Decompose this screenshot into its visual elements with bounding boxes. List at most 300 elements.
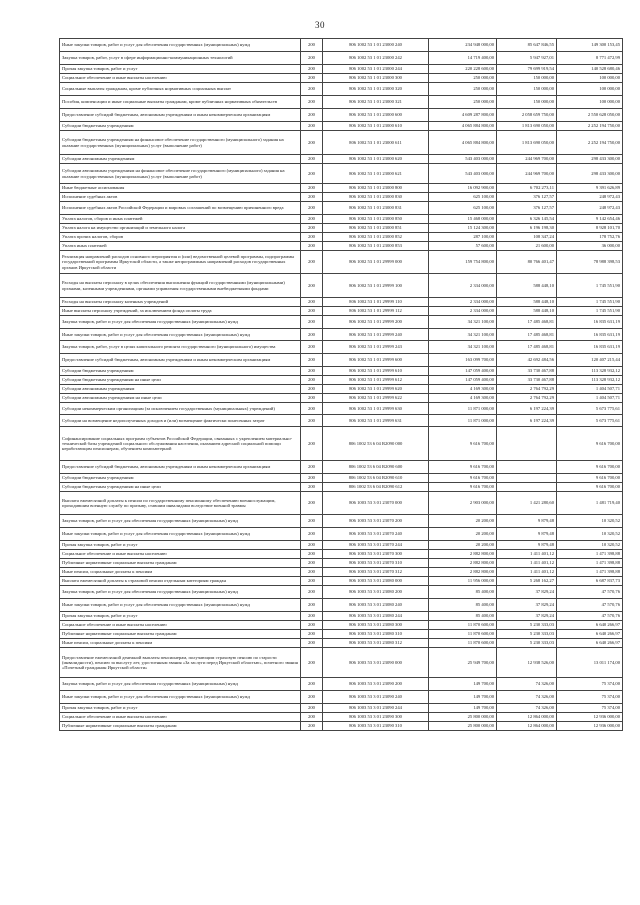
- row-code-cell: 806 1003 53 3 01 23090 244: [323, 704, 429, 713]
- row-code-cell: 806 1002 53 1 01 29999 631: [323, 415, 429, 427]
- row-approved-cell: 9 616 700,00: [429, 483, 497, 492]
- row-name-cell: Публичные нормативные социальные выплаты гражданам: [60, 630, 301, 639]
- row-remain-cell: 5 673 775,61: [557, 415, 623, 427]
- table-row: [60, 586, 623, 599]
- row-remain-cell: 12 936 000,00: [557, 722, 623, 731]
- row-approved-cell: 20 200,00: [429, 541, 497, 550]
- table-row: [60, 559, 623, 568]
- row-approved-cell: 9 616 700,00: [429, 474, 497, 483]
- row-gr-cell: 200: [301, 96, 323, 109]
- row-executed-cell: 6 702 273,11: [497, 184, 557, 193]
- row-remain-cell: 9 142 654,46: [557, 215, 623, 224]
- row-code-cell: 806 1003 53 3 01 23070 000: [323, 492, 429, 515]
- table-row: [60, 65, 623, 74]
- row-approved-cell: 287 100,00: [429, 233, 497, 242]
- row-name-cell: Прочая закупка товаров, работ и услуг: [60, 65, 301, 74]
- table-row: [60, 415, 623, 427]
- row-name-cell: Прочая закупка товаров, работ и услуг: [60, 541, 301, 550]
- row-remain-cell: 113 328 932,12: [557, 376, 623, 385]
- row-gr-cell: 200: [301, 415, 323, 427]
- row-remain-cell: 178 752,76: [557, 233, 623, 242]
- row-name-cell: Публичные нормативные социальные выплаты гражданам: [60, 559, 301, 568]
- row-approved-cell: 11 871 000,00: [429, 403, 497, 415]
- row-name-cell: Субсидии бюджетным учреждениям: [60, 367, 301, 376]
- row-code-cell: 806 1003 53 3 01 23070 244: [323, 541, 429, 550]
- row-gr-cell: 200: [301, 184, 323, 193]
- row-remain-cell: 47 570,76: [557, 586, 623, 599]
- row-gr-cell: 200: [301, 704, 323, 713]
- row-code-cell: 806 1003 53 3 01 23070 240: [323, 528, 429, 541]
- table-row: [60, 713, 623, 722]
- table-row: [60, 122, 623, 131]
- table-row: [60, 541, 623, 550]
- row-remain-cell: 13 011 174,00: [557, 648, 623, 678]
- row-name-cell: Иные закупки товаров, работ и услуг для обеспечения государственных (муниципальных) нужд: [60, 528, 301, 541]
- table-row: [60, 427, 623, 461]
- row-gr-cell: 200: [301, 713, 323, 722]
- row-gr-cell: 200: [301, 427, 323, 461]
- row-remain-cell: 149 300 153,45: [557, 39, 623, 52]
- row-remain-cell: 2 252 194 750,00: [557, 131, 623, 155]
- row-gr-cell: 200: [301, 233, 323, 242]
- row-name-cell: Субсидии бюджетным учреждениям: [60, 122, 301, 131]
- row-approved-cell: 85 400,00: [429, 599, 497, 612]
- row-approved-cell: 11 870 600,00: [429, 630, 497, 639]
- row-remain-cell: 47 570,76: [557, 612, 623, 621]
- table-row: [60, 639, 623, 648]
- row-remain-cell: 248 972,43: [557, 202, 623, 215]
- row-code-cell: 806 1002 53 1 01 23000 852: [323, 233, 429, 242]
- table-row: [60, 251, 623, 274]
- table-row: [60, 376, 623, 385]
- row-gr-cell: 200: [301, 274, 323, 298]
- row-gr-cell: 200: [301, 164, 323, 184]
- row-approved-cell: 2 882 800,00: [429, 568, 497, 577]
- row-name-cell: Выплата ежемесячной доплаты к страховой пенсии отдельным категориям граждан: [60, 577, 301, 586]
- row-name-cell: Расходы на выплаты персоналу в целях обеспечения выполнения функций государственными (муниципальными) органами, казенными учреждениями, органами управления государственными внебюджетными фондами: [60, 274, 301, 298]
- row-gr-cell: 200: [301, 83, 323, 96]
- row-remain-cell: 120 407 215,44: [557, 354, 623, 367]
- table-row: [60, 215, 623, 224]
- row-code-cell: 806 1003 53 3 01 23080 200: [323, 586, 429, 599]
- row-remain-cell: 1 404 507,71: [557, 385, 623, 394]
- row-code-cell: 806 1002 53 1 01 23000 600: [323, 109, 429, 122]
- row-approved-cell: 34 321 100,00: [429, 316, 497, 329]
- row-approved-cell: 4 065 884 800,00: [429, 131, 497, 155]
- row-approved-cell: 147 059 400,00: [429, 376, 497, 385]
- row-executed-cell: 21 600,00: [497, 242, 557, 251]
- row-code-cell: 806 1003 53 3 01 23070 300: [323, 550, 429, 559]
- row-remain-cell: 9 616 700,00: [557, 461, 623, 474]
- row-remain-cell: 6 640 266,97: [557, 639, 623, 648]
- table-row: [60, 577, 623, 586]
- row-name-cell: Закупка товаров, работ, услуг в целях капитального ремонта государственного (муниципального) имущества: [60, 341, 301, 354]
- row-code-cell: 806 1002 53 1 01 23000 244: [323, 65, 429, 74]
- row-executed-cell: [497, 427, 557, 461]
- table-row: [60, 461, 623, 474]
- row-executed-cell: 12 864 000,00: [497, 722, 557, 731]
- row-remain-cell: 248 972,43: [557, 193, 623, 202]
- row-gr-cell: 200: [301, 403, 323, 415]
- row-code-cell: 806 1003 53 3 01 23090 200: [323, 678, 429, 691]
- row-executed-cell: 150 000,00: [497, 74, 557, 83]
- row-approved-cell: 543 403 000,00: [429, 164, 497, 184]
- row-executed-cell: 1 421 280,60: [497, 492, 557, 515]
- row-executed-cell: 6 197 224,39: [497, 403, 557, 415]
- table-row: [60, 131, 623, 155]
- row-code-cell: 806 1002 53 1 01 23000 611: [323, 131, 429, 155]
- row-name-cell: Предоставление ежемесячной денежной выплаты пенсионерам, получающим страховую пенсию по старости (инвалидности), пенсию за выслугу лет, удостоенным звания «За заслуги перед Иркутской областью», почетного звания «Почетный гражданин Иркутской области»: [60, 648, 301, 678]
- row-code-cell: 806 1002 53 1 01 23000 242: [323, 52, 429, 65]
- row-executed-cell: 376 127,57: [497, 202, 557, 215]
- row-executed-cell: 42 692 484,56: [497, 354, 557, 367]
- row-executed-cell: 9 879,48: [497, 528, 557, 541]
- row-name-cell: Иные закупки товаров, работ и услуг для обеспечения государственных (муниципальных) нужд: [60, 691, 301, 704]
- row-gr-cell: 200: [301, 202, 323, 215]
- row-executed-cell: 37 829,24: [497, 586, 557, 599]
- row-approved-cell: 4 609 287 800,00: [429, 109, 497, 122]
- row-name-cell: Исполнение судебных актов: [60, 193, 301, 202]
- row-code-cell: 806 1002 53 1 01 23000 850: [323, 215, 429, 224]
- row-code-cell: 806 1002 53 6 04 R2090 000: [323, 427, 429, 461]
- row-gr-cell: 200: [301, 474, 323, 483]
- table-row: [60, 612, 623, 621]
- row-code-cell: 806 1003 53 3 01 23090 300: [323, 713, 429, 722]
- table-row: [60, 341, 623, 354]
- row-code-cell: 806 1002 53 1 01 23000 610: [323, 122, 429, 131]
- row-gr-cell: 200: [301, 515, 323, 528]
- row-approved-cell: 159 754 800,00: [429, 251, 497, 274]
- row-name-cell: Уплата иных платежей: [60, 242, 301, 251]
- table-row: [60, 202, 623, 215]
- row-gr-cell: 200: [301, 52, 323, 65]
- table-row: [60, 367, 623, 376]
- row-approved-cell: 250 000,00: [429, 96, 497, 109]
- row-approved-cell: 11 870 600,00: [429, 639, 497, 648]
- row-remain-cell: 1 404 507,71: [557, 394, 623, 403]
- row-remain-cell: 100 000,00: [557, 96, 623, 109]
- row-gr-cell: 200: [301, 367, 323, 376]
- row-approved-cell: 9 616 700,00: [429, 427, 497, 461]
- row-approved-cell: 149 700,00: [429, 678, 497, 691]
- row-remain-cell: 6 687 837,73: [557, 577, 623, 586]
- row-approved-cell: 9 616 700,00: [429, 461, 497, 474]
- row-name-cell: Субсидии автономным учреждениям: [60, 155, 301, 164]
- row-name-cell: Закупка товаров, работ и услуг для обеспечения государственных (муниципальных) нужд: [60, 678, 301, 691]
- table-row: [60, 329, 623, 341]
- row-executed-cell: 1 411 401,12: [497, 550, 557, 559]
- row-gr-cell: 200: [301, 541, 323, 550]
- table-row: [60, 242, 623, 251]
- budget-execution-table: [59, 38, 623, 731]
- row-approved-cell: 2 882 800,00: [429, 550, 497, 559]
- row-code-cell: 806 1002 53 1 01 23000 321: [323, 96, 429, 109]
- row-remain-cell: 16 835 631,19: [557, 329, 623, 341]
- row-remain-cell: 75 374,00: [557, 704, 623, 713]
- row-name-cell: Прочая закупка товаров, работ и услуг: [60, 612, 301, 621]
- table-row: [60, 298, 623, 307]
- row-name-cell: Иные бюджетные ассигнования: [60, 184, 301, 193]
- row-approved-cell: 85 400,00: [429, 586, 497, 599]
- row-approved-cell: 2 334 000,00: [429, 274, 497, 298]
- row-executed-cell: 244 969 700,00: [497, 155, 557, 164]
- table-row: [60, 492, 623, 515]
- row-code-cell: 806 1002 53 1 01 23000 853: [323, 242, 429, 251]
- row-executed-cell: 33 730 467,88: [497, 367, 557, 376]
- row-name-cell: Публичные нормативные социальные выплаты гражданам: [60, 722, 301, 731]
- row-approved-cell: 85 400,00: [429, 612, 497, 621]
- row-gr-cell: 200: [301, 39, 323, 52]
- row-remain-cell: 1 745 551,90: [557, 274, 623, 298]
- row-remain-cell: 6 640 266,97: [557, 630, 623, 639]
- row-code-cell: 806 1002 53 1 01 23000 830: [323, 193, 429, 202]
- table-row: [60, 568, 623, 577]
- row-executed-cell: 5 230 333,03: [497, 639, 557, 648]
- row-name-cell: Иные закупки товаров, работ и услуг для обеспечения государственных (муниципальных) нужд: [60, 39, 301, 52]
- row-approved-cell: 20 200,00: [429, 515, 497, 528]
- row-code-cell: 806 1002 53 1 01 23000 620: [323, 155, 429, 164]
- row-gr-cell: 200: [301, 678, 323, 691]
- row-approved-cell: 25 800 000,00: [429, 722, 497, 731]
- row-executed-cell: 37 829,24: [497, 599, 557, 612]
- table-row: [60, 648, 623, 678]
- table-row: [60, 621, 623, 630]
- row-approved-cell: 15 468 000,00: [429, 215, 497, 224]
- row-approved-cell: 20 200,00: [429, 528, 497, 541]
- row-gr-cell: 200: [301, 155, 323, 164]
- table-row: [60, 164, 623, 184]
- row-gr-cell: 200: [301, 586, 323, 599]
- row-executed-cell: 17 485 468,81: [497, 316, 557, 329]
- row-name-cell: Закупка товаров, работ и услуг для обеспечения государственных (муниципальных) нужд: [60, 515, 301, 528]
- table-row: [60, 354, 623, 367]
- row-gr-cell: 200: [301, 224, 323, 233]
- row-remain-cell: 6 640 266,97: [557, 621, 623, 630]
- row-name-cell: Субсидии автономным учреждениям на иные цели: [60, 394, 301, 403]
- row-remain-cell: 9 616 700,00: [557, 474, 623, 483]
- row-code-cell: 806 1002 53 1 01 23000 851: [323, 224, 429, 233]
- row-executed-cell: 17 485 468,81: [497, 329, 557, 341]
- row-code-cell: 806 1002 53 1 01 29999 100: [323, 274, 429, 298]
- row-gr-cell: 200: [301, 559, 323, 568]
- row-executed-cell: [497, 474, 557, 483]
- row-name-cell: Софинансирование социальных программ субъектов Российской Федерации, связанных с укреплением материально-технической базы учреждений социального обслуживания населения, оказанием адресной социальной помощи неработающим пенсионерам, обучением компьютерной: [60, 427, 301, 461]
- row-code-cell: 806 1002 53 1 01 29999 600: [323, 354, 429, 367]
- table-row: [60, 109, 623, 122]
- row-executed-cell: 74 326,00: [497, 678, 557, 691]
- row-gr-cell: 200: [301, 122, 323, 131]
- row-executed-cell: 79 699 919,54: [497, 65, 557, 74]
- row-code-cell: 806 1002 53 1 01 29999 620: [323, 385, 429, 394]
- row-approved-cell: 250 000,00: [429, 74, 497, 83]
- row-code-cell: 806 1002 53 1 01 29999 200: [323, 316, 429, 329]
- row-remain-cell: 1 745 551,90: [557, 307, 623, 316]
- row-gr-cell: 200: [301, 341, 323, 354]
- row-name-cell: Реализация направлений расходов основного мероприятия и (или) ведомственной целевой программы, подпрограммы государственной программы Иркутской области, а также непрограммных направлений расходов государственных органов Иркутской области: [60, 251, 301, 274]
- row-code-cell: 806 1002 53 1 01 23000 320: [323, 83, 429, 96]
- row-approved-cell: 16 092 900,00: [429, 184, 497, 193]
- row-approved-cell: 11 956 000,00: [429, 577, 497, 586]
- row-remain-cell: 140 528 680,46: [557, 65, 623, 74]
- row-approved-cell: 147 059 400,00: [429, 367, 497, 376]
- row-name-cell: Исполнение судебных актов Российской Федерации и мировых соглашений по возмещению причиненного вреда: [60, 202, 301, 215]
- row-executed-cell: 1 411 401,12: [497, 559, 557, 568]
- row-name-cell: Субсидии на возмещение недополученных доходов и (или) возмещение фактически понесенных затрат: [60, 415, 301, 427]
- row-name-cell: Закупка товаров, работ и услуг для обеспечения государственных (муниципальных) нужд: [60, 586, 301, 599]
- row-gr-cell: 200: [301, 612, 323, 621]
- row-approved-cell: 2 903 000,00: [429, 492, 497, 515]
- row-gr-cell: 200: [301, 691, 323, 704]
- row-approved-cell: 4 169 300,00: [429, 394, 497, 403]
- row-approved-cell: 625 100,00: [429, 193, 497, 202]
- row-approved-cell: 4 169 300,00: [429, 385, 497, 394]
- row-name-cell: Пособия, компенсации и иные социальные выплаты гражданам, кроме публичных нормативных обязательств: [60, 96, 301, 109]
- row-executed-cell: [497, 483, 557, 492]
- row-code-cell: 806 1003 53 3 01 23090 240: [323, 691, 429, 704]
- row-approved-cell: 543 403 000,00: [429, 155, 497, 164]
- table-row: [60, 96, 623, 109]
- row-executed-cell: 108 347,24: [497, 233, 557, 242]
- row-executed-cell: 1 411 401,12: [497, 568, 557, 577]
- row-name-cell: Уплата налогов, сборов и иных платежей: [60, 215, 301, 224]
- row-executed-cell: 9 879,48: [497, 541, 557, 550]
- row-approved-cell: 234 948 000,00: [429, 39, 497, 52]
- row-remain-cell: 36 000,00: [557, 242, 623, 251]
- row-approved-cell: 11 870 600,00: [429, 621, 497, 630]
- row-name-cell: Иные пенсии, социальные доплаты к пенсиям: [60, 639, 301, 648]
- row-gr-cell: 200: [301, 528, 323, 541]
- row-approved-cell: 57 600,00: [429, 242, 497, 251]
- row-name-cell: Иные закупки товаров, работ и услуг для обеспечения государственных (муниципальных) нужд: [60, 329, 301, 341]
- row-approved-cell: 11 871 000,00: [429, 415, 497, 427]
- row-executed-cell: 2 058 659 750,00: [497, 109, 557, 122]
- row-remain-cell: 5 673 775,61: [557, 403, 623, 415]
- row-name-cell: Уплата прочих налогов, сборов: [60, 233, 301, 242]
- row-code-cell: 806 1003 53 3 01 23080 300: [323, 621, 429, 630]
- row-name-cell: Субсидии бюджетным учреждениям на иные цели: [60, 376, 301, 385]
- row-name-cell: Социальное обеспечение и иные выплаты населению: [60, 621, 301, 630]
- row-gr-cell: 200: [301, 376, 323, 385]
- row-gr-cell: 200: [301, 74, 323, 83]
- row-executed-cell: 33 730 467,88: [497, 376, 557, 385]
- row-gr-cell: 200: [301, 307, 323, 316]
- row-code-cell: 806 1003 53 3 01 23080 312: [323, 639, 429, 648]
- row-gr-cell: 200: [301, 251, 323, 274]
- row-name-cell: Иные закупки товаров, работ и услуг для обеспечения государственных (муниципальных) нужд: [60, 599, 301, 612]
- table-row: [60, 515, 623, 528]
- row-code-cell: 806 1003 53 3 01 23090 000: [323, 648, 429, 678]
- row-code-cell: 806 1003 53 3 01 23070 200: [323, 515, 429, 528]
- row-code-cell: 806 1002 53 1 01 29999 612: [323, 376, 429, 385]
- row-approved-cell: 149 700,00: [429, 704, 497, 713]
- row-executed-cell: 85 647 846,55: [497, 39, 557, 52]
- row-remain-cell: 10 320,52: [557, 541, 623, 550]
- row-gr-cell: 200: [301, 722, 323, 731]
- table-row: [60, 722, 623, 731]
- row-gr-cell: 200: [301, 298, 323, 307]
- row-executed-cell: 6 326 145,54: [497, 215, 557, 224]
- row-code-cell: 806 1002 53 1 01 29999 622: [323, 394, 429, 403]
- row-code-cell: 806 1003 53 3 01 23080 310: [323, 630, 429, 639]
- row-executed-cell: 376 127,57: [497, 193, 557, 202]
- row-name-cell: Закупка товаров, работ, услуг в сфере информационно-коммуникационных технологий: [60, 52, 301, 65]
- row-remain-cell: 1 745 551,90: [557, 298, 623, 307]
- row-gr-cell: 200: [301, 193, 323, 202]
- row-name-cell: Закупка товаров, работ и услуг для обеспечения государственных (муниципальных) нужд: [60, 316, 301, 329]
- row-remain-cell: 113 328 932,12: [557, 367, 623, 376]
- row-executed-cell: 37 829,24: [497, 612, 557, 621]
- row-remain-cell: 10 320,52: [557, 515, 623, 528]
- row-approved-cell: 149 700,00: [429, 691, 497, 704]
- table-row: [60, 39, 623, 52]
- table-row: [60, 630, 623, 639]
- table-row: [60, 704, 623, 713]
- row-executed-cell: 74 326,00: [497, 704, 557, 713]
- row-executed-cell: 588 448,10: [497, 274, 557, 298]
- row-gr-cell: 200: [301, 109, 323, 122]
- table-row: [60, 691, 623, 704]
- row-code-cell: 806 1002 53 6 04 R2090 600: [323, 461, 429, 474]
- row-gr-cell: 200: [301, 568, 323, 577]
- row-code-cell: 806 1002 53 1 01 29999 630: [323, 403, 429, 415]
- row-approved-cell: 34 321 100,00: [429, 329, 497, 341]
- page-number: 30: [315, 20, 325, 30]
- row-code-cell: 806 1003 53 3 01 23080 000: [323, 577, 429, 586]
- row-remain-cell: 100 000,00: [557, 74, 623, 83]
- row-code-cell: 806 1002 53 1 01 23000 831: [323, 202, 429, 215]
- row-executed-cell: 17 485 468,81: [497, 341, 557, 354]
- row-remain-cell: 2 252 194 750,00: [557, 122, 623, 131]
- row-approved-cell: 220 228 600,00: [429, 65, 497, 74]
- row-executed-cell: 588 448,10: [497, 298, 557, 307]
- row-remain-cell: 9 391 626,89: [557, 184, 623, 193]
- row-remain-cell: 2 550 628 050,00: [557, 109, 623, 122]
- row-approved-cell: 25 800 000,00: [429, 713, 497, 722]
- row-name-cell: Социальное обеспечение и иные выплаты населению: [60, 713, 301, 722]
- row-name-cell: Уплата налога на имущество организаций и земельного налога: [60, 224, 301, 233]
- row-remain-cell: 1 481 719,40: [557, 492, 623, 515]
- table-row: [60, 74, 623, 83]
- row-approved-cell: 15 124 300,00: [429, 224, 497, 233]
- row-gr-cell: 200: [301, 483, 323, 492]
- row-remain-cell: 8 771 472,99: [557, 52, 623, 65]
- row-code-cell: 806 1002 53 1 01 23000 300: [323, 74, 429, 83]
- table-row: [60, 224, 623, 233]
- row-code-cell: 806 1003 53 3 01 23080 240: [323, 599, 429, 612]
- row-gr-cell: 200: [301, 492, 323, 515]
- row-executed-cell: 5 230 333,03: [497, 621, 557, 630]
- table-row: [60, 678, 623, 691]
- row-remain-cell: 1 471 398,88: [557, 559, 623, 568]
- table-row: [60, 52, 623, 65]
- table-row: [60, 550, 623, 559]
- row-approved-cell: 4 065 884 800,00: [429, 122, 497, 131]
- row-name-cell: Прочая закупка товаров, работ и услуг: [60, 704, 301, 713]
- row-executed-cell: 5 947 927,01: [497, 52, 557, 65]
- table-row: [60, 483, 623, 492]
- row-code-cell: 806 1003 53 3 01 23070 312: [323, 568, 429, 577]
- row-approved-cell: 25 949 700,00: [429, 648, 497, 678]
- row-executed-cell: 588 448,10: [497, 307, 557, 316]
- row-approved-cell: 163 099 700,00: [429, 354, 497, 367]
- row-gr-cell: 200: [301, 316, 323, 329]
- row-gr-cell: 200: [301, 329, 323, 341]
- row-name-cell: Субсидии бюджетным учреждениям: [60, 474, 301, 483]
- row-executed-cell: 2 764 792,29: [497, 385, 557, 394]
- row-remain-cell: 78 988 398,53: [557, 251, 623, 274]
- row-remain-cell: 100 000,00: [557, 83, 623, 96]
- table-row: [60, 403, 623, 415]
